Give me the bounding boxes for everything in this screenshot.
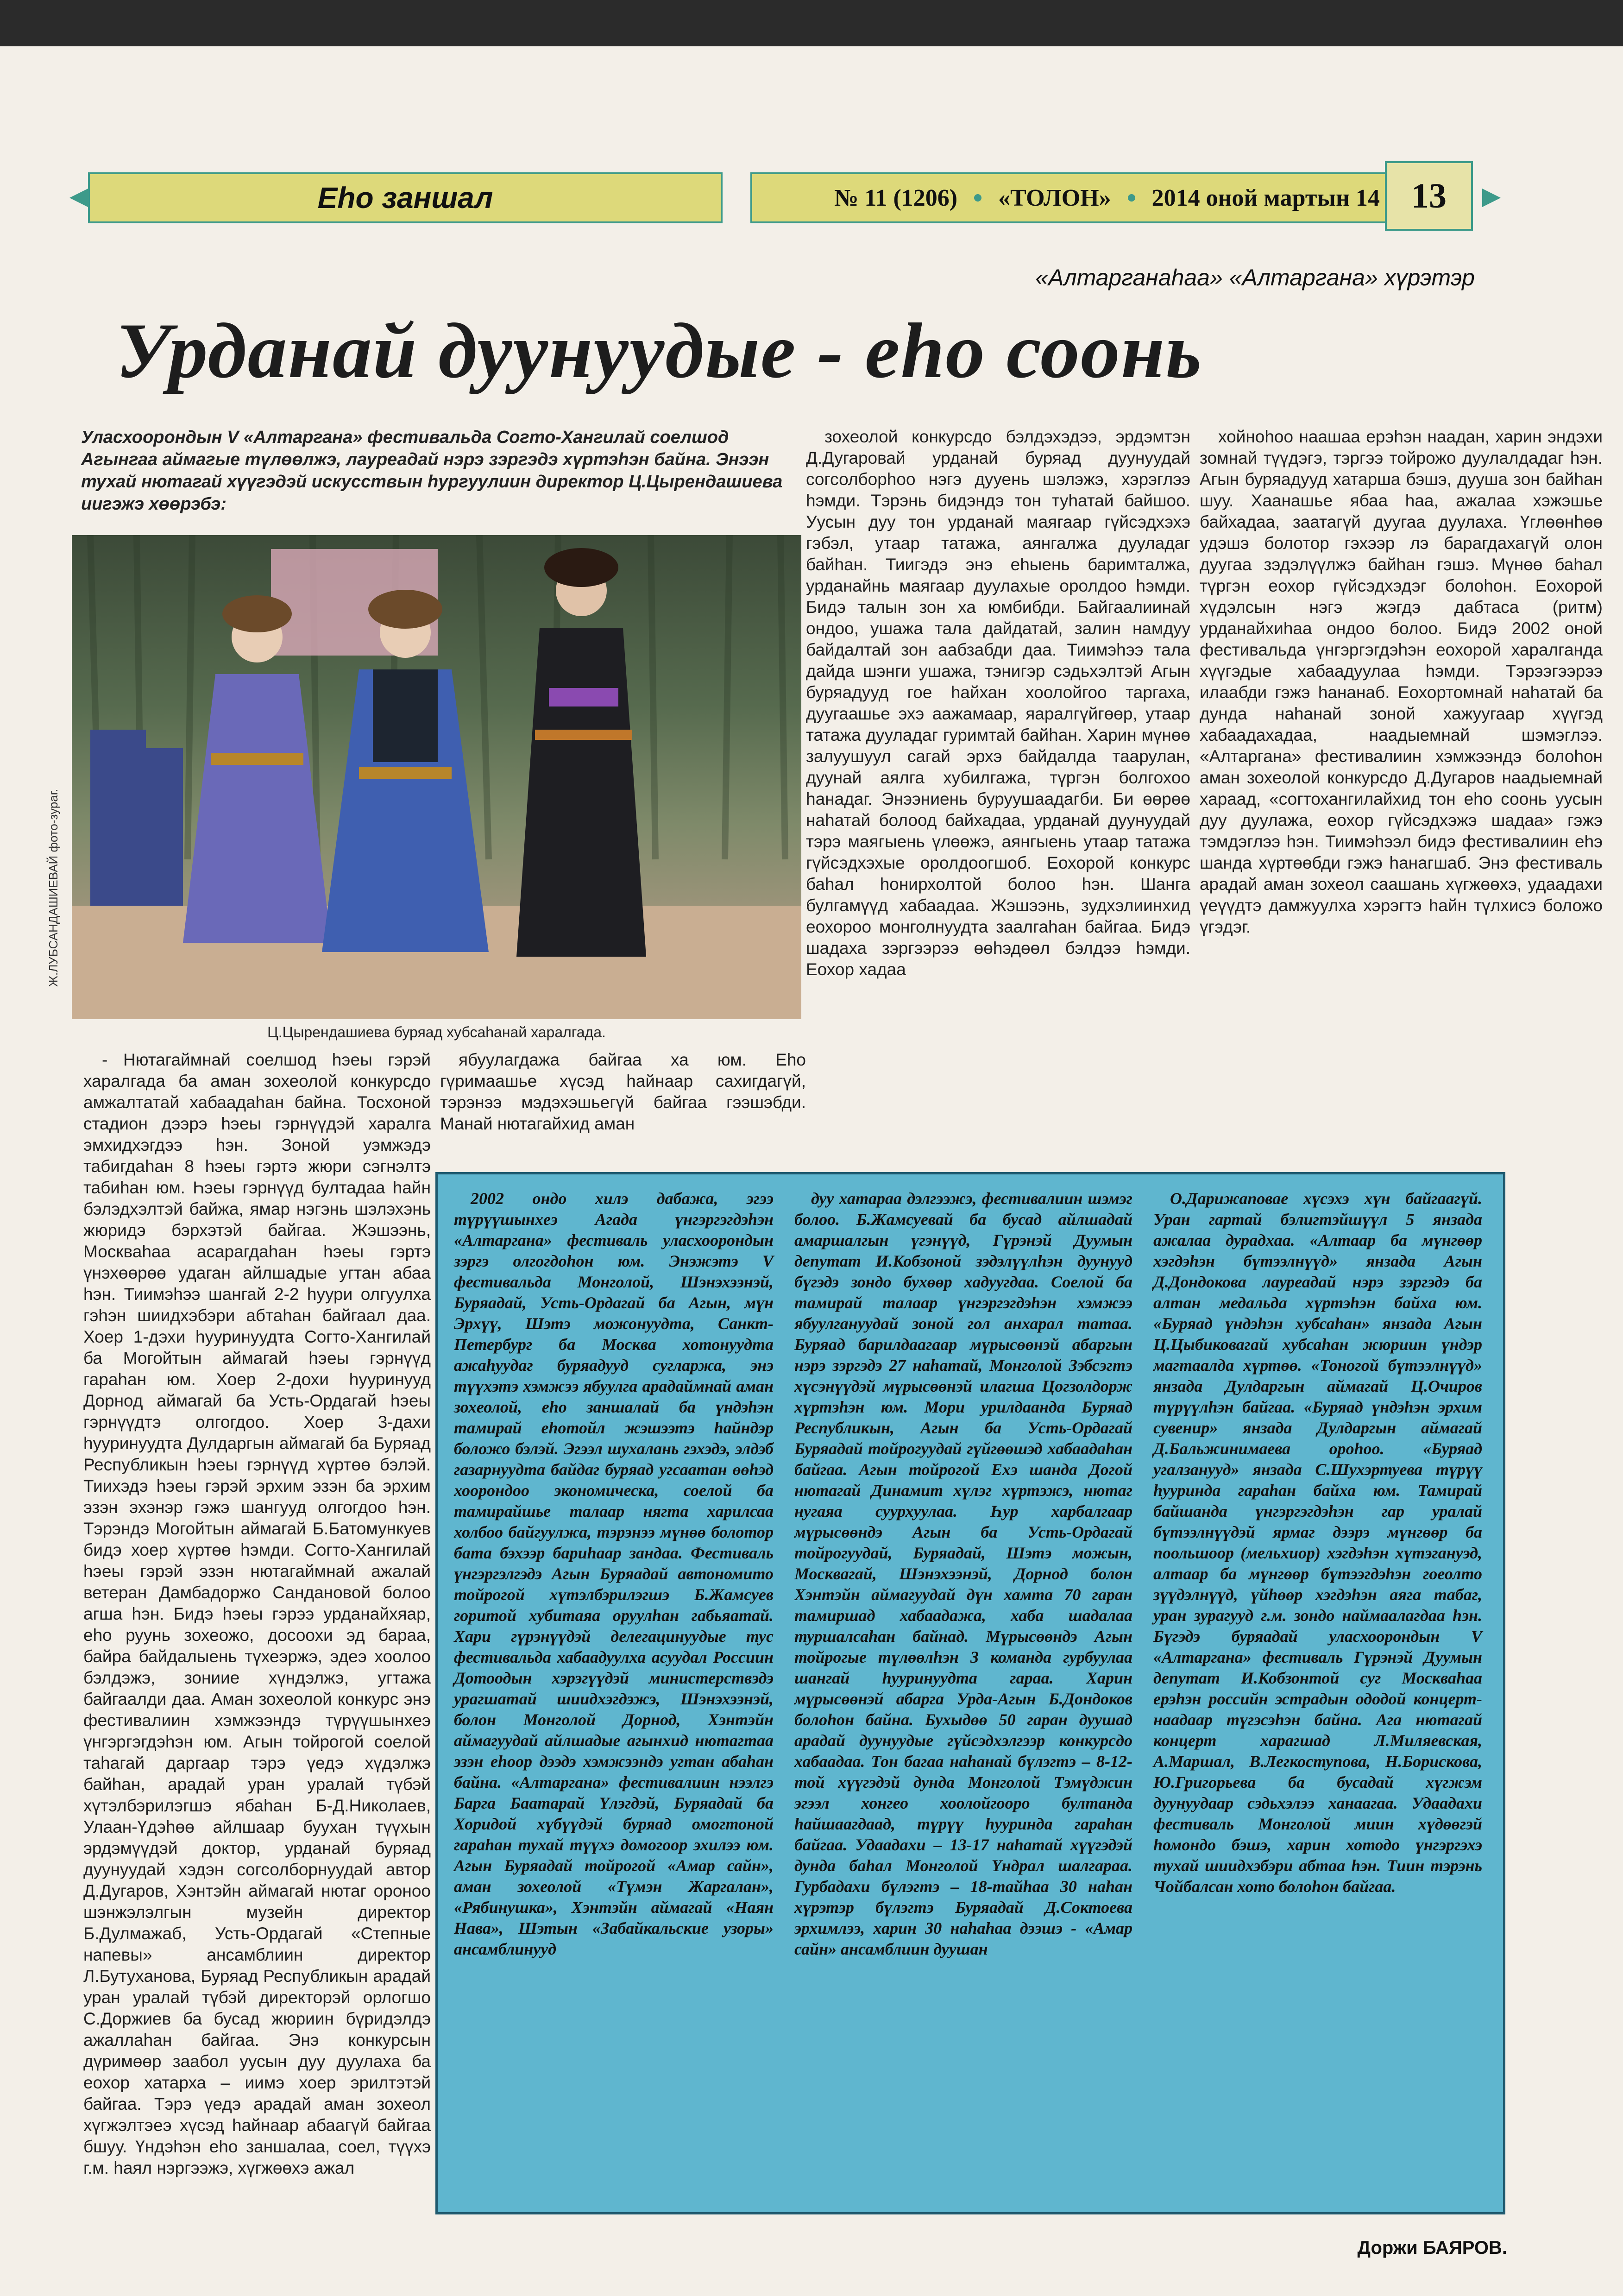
article-column xyxy=(440,1049,806,1135)
box-column xyxy=(794,1188,1132,1960)
ribbon-right-ornament xyxy=(1482,189,1501,207)
article-column xyxy=(83,1049,431,2179)
ribbon-left-ornament xyxy=(69,189,88,207)
issue-date: 2014 оной мартын 14 xyxy=(1151,184,1380,211)
issue-banner xyxy=(750,172,1464,223)
photo-illustration xyxy=(72,535,801,1019)
sidebar-box xyxy=(435,1172,1505,2214)
box-column xyxy=(454,1188,774,1960)
headline: Урданай дуунуудые - еһо соонь xyxy=(116,307,1202,394)
article-column xyxy=(1200,426,1603,938)
photo-caption: Ц.Цырендашиева буряад хубсаһанай харалгада. xyxy=(267,1024,606,1041)
section-banner xyxy=(88,172,723,223)
article-text: хойноһоо наашаа ерэһэн наадан, харин эндэхи зомнай түүдэгэ, тэргээ тойрожо дуулалдадаг һэн. Агын буряадууд хатарша бэшэ, дууша зон байһан шуу. Хаанашье ябаа һаа, ажалаа хэжэшье байхадаа, заатагүй дуугаа дуулаха. Үглөөнһөө удэшэ болотор гэхээр лэ барагдахагүй олон дуугаа зэдэлүүлжэ байһан гэшэ. Мүнөө баһал түргэн еохор гүйсэдхэдэг болоһон. Еохорой хүдэлсын нэгэ жэгдэ дабтаса (ритм) урданайхиһаа ондоо болоо. Бидэ 2002 оной фестивальда үнгэргэгдэһэн еохорой харалганда хүүгэдые хабаадуулаа һэмди. Тэрээгээрээ илаабди гэжэ һананаб. Еохортомнай наһатай ба дунда наһанай зоной хажуугаар хүүгэд хабаадахадаа, наадыемнай шэмэглээ. «Алтаргана» фестивалиин хэмжээндэ болоһон аман зохеолой конкурсдо Д.Дугаров наадыемнай хараад, «согтохангилайхид тон еһо соонь уусын дуу дуулажа, еохор гүйсэдхэжэ шадаа» гэжэ тэмдэглээ һэн. Тиимэһээл бидэ фестивалиин еһэ шанда хүртөөбди гэжэ һанагшаб. Энэ фестиваль арадай аман зохеол саашань хүгжөөхэ, удаадахи үеүүдтэ дамжуулха хэрэгтэ һайн түлхисэ боложо үгэдэг. xyxy=(1200,427,1603,936)
author-byline: Доржи БАЯРОВ. xyxy=(1357,2238,1507,2258)
issue-number: № 11 (1206) xyxy=(834,184,958,211)
article-column xyxy=(806,426,1190,980)
photo-credit: Ж.ЛУБСАНДАШИЕВАЙ фото-зураг. xyxy=(46,788,60,987)
dot-icon xyxy=(974,194,981,202)
article-text: - Нютагаймнай соелшод һэеы гэрэй харалгада ба аман зохеолой конкурсдо амжалтатай хабаадаһан байна. Тосхоной стадион дээрэ һэеы гэрнүүдэй харалга эмхидхэгдээ һэн. Зоной уэмжэдэ табигдаһан 8 һэеы гэртэ жюри сэгнэлтэ табиһан юм. Һэеы гэрнүүд бултадаа һайн бэлэдхэлтэй байжа, ямар нэгэнь шэлэхэнь жюридэ бэрхэтэй байгаа. Жэшээнь, Москваһаа асарагдаһан һэеы гэртэ үнэхөөрөө удаган айлшадые угтан абаа һэн. Тиимэһээ шангай 2-2 һуури олгуулха гэһэн шиидхэбэри абтаһан байгаал даа. Хоер 1-дэхи һууринуудта Согто-Хангилай ба Могойтын аймагай һэеы гэрнүүд гараһан юм. Хоер 2-дохи һууринууд Дорнод аймагай ба Усть-Ордагай һэеы гэрнүүдтэ олгогдоо. Хоер 3-дахи һууринуудта Дулдаргын аймагай ба Буряад Республикын һэеы гэрнүүд хүртөө бэлэй. Тиихэдэ һэеы гэрэй эрхим эзэн ба эрхим эзэн эхэнэр гэжэ шангууд олгогдоо һэн. Тэрэндэ Могойтын аймагай Б.Батомункуев бидэ хоер хүртөө һэмди. Согто-Хангилай һэеы гэрэй эзэн нютагаймнай ажалай ветеран Дамбадоржо Сандановой болоо агша һэн. Бидэ һэеы гэрээ урданайхяар, еһо руунь зохеожо, досоохи эд бараа, байра байдалыень түхеэржэ, эдеэ хоолоо бэлдэжэ, зониие хүндэлжэ, угтажа байгаалди даа. Аман зохеолой конкурс энэ фестивалиин хэмжээндэ түрүүшынхеэ үнгэргэгдэһэн юм. Агын тойрогой соелой таһагай даргаар тэрэ үедэ хүдэлжэ байһан, арадай уран уралай түбэй хүтэлбэрилэгшэ ябаһан Б-Д.Николаев, Улаан-Үдэһөө айлшаар буухан түүхын эрдэмүүдэй доктор, урданай буряад дуунуудай хэдэн согсолборнуудай автор Д.Дугаров, Хэнтэйн аймагай нютаг ороноо шэнжэлэлгын музейн директор Б.Дулмажаб, Усть-Ордагай «Степные напевы» ансамблиин директор Л.Бутуханова, Буряад Республикын арадай уран уралай түбэй директорэй орлогшо С.Доржиев ба бусад жюриин бүридэлдэ ажаллаһан байгаа. Энэ конкурсын дүримөөр заабол уусын дуу дуулаха ба еохор хатарха – иимэ хоер эрилтэтэй байгаа. Тэрэ үедэ арадай аман зохеол хүгжэлтэеэ хүсэд һайнаар абаагүй байгаа бшуу. Үндэһэн еһо заншалаа, соел, түүхэ г.м. һаял нэргээжэ, хүгжөөхэ ажал xyxy=(83,1050,431,2177)
section-name: Еһо заншал xyxy=(317,181,493,214)
box-text: 2002 ондо хилэ дабажа, эгээ түрүүшынхеэ Агада үнгэргэгдэһэн «Алтаргана» фестиваль уласхоорондын зэргэ олгогдоһон юм. Энэжэтэ V фестивальда Монголой, Шэнэхээнэй, Буряадай, Усть-Ордагай ба Агын, мүн Эрхүү, Шэтэ можонуудта, Санкт-Петербург ба Москва хотонуудта ажаһуудаг буряадууд сугларжа, энэ түүхэтэ хэмжээ ябуулга арадаймнай аман зохеолой, еһо заншалай ба үндэһэн тамирай еһотойл жэшээтэ һайндэр боложо бэлэй. Эгээл шухалань гэхэдэ, элдэб газарнуудта байдаг буряад угсаатан өөһэд хоорондоо экономическа, соелой ба тамирайшье талаар нягта харилсаа холбоо байгуулжа, тэрэнээ мүнөө болотор бата бэхээр бариһаар зандаа. Фестиваль үнгэргэлгэдэ Агын Буряадай автономито тойрогой хүтэлбэрилэгшэ Б.Жамсуев горитой хубитаяа оруулһан габьяатай. Хари гүрэнүүдэй делегацинуудые тус фестивальда хабаадуулха асуудал Россиин Дотоодын хэрэгүүдэй министерствэдэ урагшатай шиидхэгдэжэ, Шэнэхээнэй, болон Монголой Дорнод, Хэнтэйн аймагуудай айлшадые агынхид нютагтаа эзэн еһоор дээдэ хэмжээндэ угтан абаһан байна. «Алтаргана» фестивалиин нээлгэ Барга Баатарай Үлэгдэй, Буряадай ба Хоридой хүбүүдэй буряад омогтоной гараһан тухай түүхэ домогоор эхилээ юм. Агын Буряадай тойрогой «Амар сайн», аман зохеолой «Түмэн Жаргалан», «Рябинушка», Хэнтэйн аймагай «Наян Нава», Шэтын «Забайкальские узоры» ансамблинууд xyxy=(454,1189,774,1958)
box-column xyxy=(1153,1188,1482,1897)
box-text: О.Дарижаповае хүсэхэ хүн байгаагүй. Уран гартай бэлигтэйшүүл 5 янзада ажалаа дурадхаа. «Алтаар ба мүнгөөр хэгдэһэн бүтээлнүүд» янзада Агын Д.Дондокова лауреадай нэрэ зэргэдэ ба алтан медальда хүртэһэн байха юм. «Буряад үндэһэн хубсаһан» янзада Агын Ц.Цыбиковагай хубсаһан жюриин үндэр магтаалда хүртөө. «Тоногой бүтээлнүүд» янзада Дулдаргын аймагай Ц.Очиров түрүүлһэн байгаа. «Буряад үндэһэн эрхим сувенир» янзада Дулдаргын аймагай Д.Бальжинимаева ороһоо. «Буряад угалзанууд» янзада С.Шухэртуева түрүү һууринда гараһан байха юм. Тамирай байшанда үнгэргэгдэһэн гар уралай бүтээлнүүдэй ярмаг дээрэ мүнгөөр ба поольшоор (мельхиор) хэгдэһэн хүтэгануэд, алтаар ба мүнгөөр бүтээгдэһэн гоеолто зүүдэлнүүд, үйһөөр хэгдэһэн аяга табаг, уран зурагууд г.м. зондо наймаалагдаа һэн. Бүгэдэ буряадай уласхоорондын V «Алтаргана» фестиваль Гүрэнэй Дуумын депутат И.Кобзонтой суг Москваһаа ерэһэн российн эстрадын ододой концерт-наадаар түгэсэһэн байна. Ага нютагай концерт харагшад Л.Миляевская, А.Маршал, В.Легкоступова, Н.Борискова, Ю.Григорьева ба бусадай хүгжэм дуунуудаар сэдьхэлээ ханаагаа. Удаадахи фестиваль Монголой миин хүдөөгэй һомондо бэшэ, харин хотодо үнгэргэхэ тухай шиидхэбэри абтаа һэн. Тиин тэрэнь Чойбалсан хото болоһон байгаа. xyxy=(1153,1189,1482,1896)
dot-icon xyxy=(1128,194,1135,202)
lead-paragraph: Уласхоорондын V «Алтаргана» фестивальда Согто-Хангилай соелшод Агынгаа аймагые түлөөлжэ, лауреадай нэрэ зэргэдэ хүртэһэн байна. Энээн тухай нютагай хүүгэдэй искусствын һургуулиин директор Ц.Цырендашиева иигэжэ хөөрэбэ: xyxy=(81,428,783,514)
paper-name: «ТОЛОН» xyxy=(998,184,1111,211)
box-text: дуу хатараа дэлгээжэ, фестивалиин шэмэг болоо. Б.Жамсуевай ба бусад айлшадай амаршалгын үгэнүүд, Гүрэнэй Дуумын депутат И.Кобзоной зэдэлүүлһэн дуунууд бүгэдэ зондо бухөөр хадуугдаа. Соелой ба тамирай талаар үнгэргэгдэһэн хэмжээ ябуулгануудай зоной гол анхарал татаа. Буряад барилдаагаар мүрысөөнэй абаргын нэрэ зэргэдэ 27 наһатай, Монголой Зэбсэгтэ хүсэнүүдэй мүрысөөнэй илагша Цогзолдорж хүртэһэн юм. Мори урилдаанда Буряад Республикын, Агын ба Усть-Ордагай Буряадай тойрогуудай гүйгөөшэд хабаадаһан байгаа. Агын тойрогой Еxэ шанда Догой нютагай Динамит хүлэг хүртэжэ, нютаг нугаяа суурхуулаа. Һур харбалгаар мүрысөөндэ Агын ба Усть-Ордагай тойрогуудай, Буряадай, Шэтэ можын, Москвагай, Шэнэхээнэй, Дорнод болон Хэнтэйн аймагуудай дүн хамта 70 гаран тамиршад хабаадажа, хаба шадалаа туршалсаһан байнад. Мүрысөөндэ Агын тойрогые түлөөлһэн 3 команда гурбуулаа шангай һууринуудта гараа. Харин мүрысөөнэй абарга Урда-Агын Б.Дондоков болоһон байна. Бухыдөө 50 гаран дуушад арадай дуунуудые гүйсэдхэлгээр конкурсдо хабаадаа. Тон багаа наһанай бүлэгтэ – 8-12-той хүүгэдэй дунда Монголой Тэмүджин эгээл хонгео хоолойгооро бултанда һайшаагдаад, түрүү һууринда гараһан байгаа. Удаадахи – 13-17 наһатай хүүгэдэй дунда баһал Монголой Үндрал шалгараа. Гурбадахи бүлэгтэ – 18-тайһаа 30 наһан хүрэтэр бүлэгтэ Буряадай Д.Соктоева эрхимлээ, харин 30 наһаһаа дээшэ - «Амар сайн» ансамблиин дуушан xyxy=(794,1189,1132,1958)
article-photo xyxy=(72,535,801,1019)
header-ribbon xyxy=(69,172,1501,223)
page-number: 13 xyxy=(1385,161,1473,231)
article-text: ябуулагдажа байгаа ха юм. Еһо гүримаашье хүсэд һайнаар сахигдагүй, тэрэнээ мэдэхэшьегүй байгаа гээшэбди. Манай нютагайхид аман xyxy=(440,1050,806,1133)
newspaper-page xyxy=(0,46,1623,2296)
article-text: зохеолой конкурсдо бэлдэхэдээ, эрдэмтэн Д.Дугаровай урданай буряад дуунуудай согсолборһоо нэгэ дууень шэлэжэ, хэрэглээ һэмди. Тэрэнь бидэндэ тон туһатай байшоо. Уусын дуу тон урданай маягаар гүйсэдхэхэ гэбэл, утаар татажа, аянгалжа дууладаг байһан. Тиигэдэ энэ еһыень баримталжа, урданайнь маягаар дуулахые оролдоо һэмди. Бидэ талын зон ха юмбибди. Байгаалиинай ондоо, ушажа тала дайдатай, залин намдуу байдалтай зон аабзабди даа. Тиимэһээ тала дайда шэнги ушажа, тэнигэр сэдьхэлтэй Агын буряадууд гое һайхан хоолойгоо таргаха, дуугаашье эхэ аажамаар, яаралгүйгөөр, утаар татажа дууладаг гуримтай байһан. Харин мүнөө залуушуул сагай эрхэ байдалда таарулан, дуунай аялга хубилгажа, түргэн болгохоо һанадаг. Энээниень буруушаадагби. Би өөрөө наһатай болоод байхадаа, урданай дуунуудай тэрэ маягыень үлөөжэ, аянгыень утаар татажа гүйсэдхэхые оролдоогшоб. Еохорой конкурс баһал һонирхолтой болоо һэн. Шанга булгамүүд хабаадаа. Жэшээнь, зудхэлиинхид еохорoo монголнуудта заалгаһан байгаа. Бидэ шадаха зэргээрээ өөһэдөөл бэлдээ һэмди. Еохор хадаа xyxy=(806,427,1190,979)
rubric: «Алтарганаһаа» «Алтаргана» хүрэтэр xyxy=(1035,265,1475,290)
